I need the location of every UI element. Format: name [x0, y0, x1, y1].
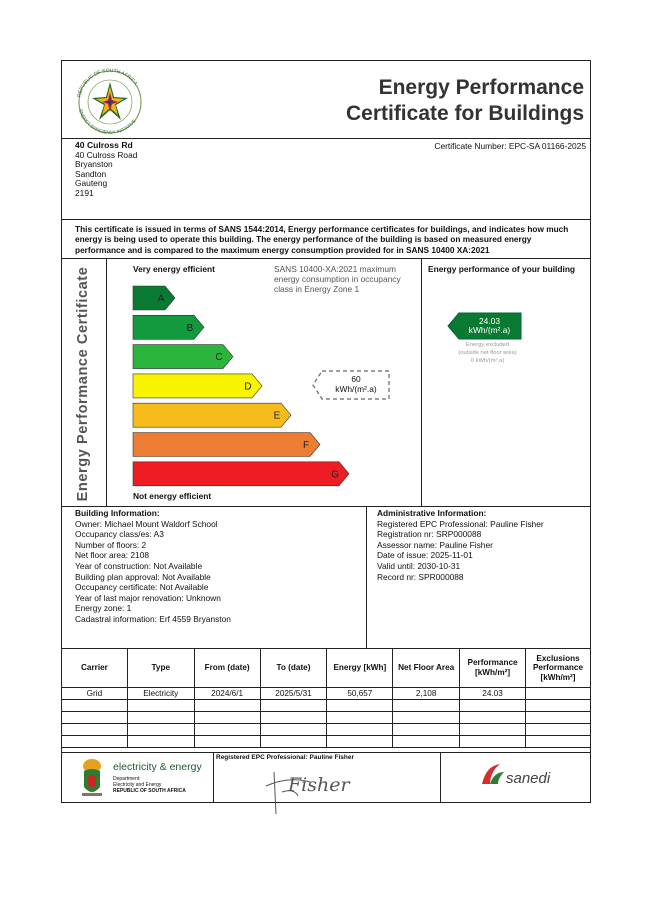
building-info-line: Owner: Michael Mount Waldorf School: [75, 518, 218, 529]
table-cell: [526, 736, 591, 748]
address-name: 40 Culross Rd: [75, 140, 133, 150]
table-cell: [393, 712, 460, 724]
building-performance-arrow: [447, 312, 522, 340]
table-cell: [393, 700, 460, 712]
column-header: Net Floor Area: [393, 649, 460, 688]
column-header: Carrier: [62, 649, 128, 688]
table-cell: [327, 724, 393, 736]
admin-info-line: Record nr: SPR000088: [377, 571, 464, 582]
sanedi-mark-icon: [478, 760, 506, 786]
column-header: From (date): [194, 649, 260, 688]
rating-band-letter: D: [244, 381, 252, 393]
reference-note: SANS 10400-XA:2021 maximum energy consumption in occupancy class in Energy Zone 1: [274, 264, 401, 294]
intro-text: This certificate is issued in terms of SANS 1544:2014, Energy performance certificates for buildings, and indicates how much energy is being used to operate this building. The energy performance of the building is based on measured energy performance and is compared to the maximum energy consumption provided for in SANS 10400 XA:2021: [75, 224, 569, 255]
building-performance-heading: Energy performance of your building: [428, 264, 576, 274]
rating-band-letter: F: [302, 440, 310, 451]
table-cell: [194, 700, 260, 712]
table-cell: [194, 724, 260, 736]
address-line: Sandton: [75, 168, 107, 179]
table-cell: [393, 736, 460, 748]
max-consumption-marker: [312, 370, 390, 400]
rating-band-d: [133, 374, 262, 398]
building-info-line: Net floor area: 2108: [75, 550, 150, 561]
building-info-line: Building plan approval: Not Available: [75, 571, 211, 582]
building-performance-value: 24.03: [479, 316, 500, 326]
table-cell: [526, 700, 591, 712]
administrative-information: [377, 508, 544, 582]
seal-logo: [68, 64, 152, 136]
address-line: 40 Culross Road: [75, 149, 138, 160]
table-cell: [260, 700, 327, 712]
excluded-line-2: (outside net floor area): [458, 350, 517, 356]
admin-info-line: Registration nr: SRP000088: [377, 529, 482, 540]
building-information: [75, 508, 231, 625]
rating-band-g: [133, 462, 349, 486]
vertical-label-text: Energy Performance Certificate: [75, 266, 91, 502]
table-cell: [62, 712, 128, 724]
table-cell: 2,108: [393, 688, 460, 700]
address-line: 2191: [75, 187, 94, 198]
very-efficient-label: Very energy efficient: [133, 264, 215, 274]
sanedi-text: sanedi: [506, 770, 551, 787]
table-cell: [460, 712, 526, 724]
column-header: To (date): [260, 649, 327, 688]
table-header-row: [62, 649, 591, 688]
column-header: Type: [127, 649, 194, 688]
rating-band-letter: G: [331, 469, 339, 481]
signature-caption: Registered EPC Professional: Pauline Fisher: [216, 754, 354, 761]
energy-excluded-note: [440, 341, 535, 365]
table-row: [62, 712, 591, 724]
energy-data-table: [61, 648, 591, 748]
table-cell: [526, 712, 591, 724]
admin-info-heading: Administrative Information:: [377, 508, 487, 518]
building-info-line: Energy zone: 1: [75, 603, 132, 614]
signature-text: Fisher: [288, 774, 350, 796]
rating-band-letter: E: [273, 410, 281, 422]
admin-info-line: Date of issue: 2025-11-01: [377, 550, 473, 561]
column-header: Energy [kWh]: [327, 649, 393, 688]
excluded-value: 0 kWh/(m².a): [470, 358, 505, 364]
coat-of-arms-icon: [78, 757, 106, 799]
building-info-line: Year of last major renovation: Unknown: [75, 592, 221, 603]
table-cell: [327, 700, 393, 712]
table-cell: [393, 724, 460, 736]
building-address: [75, 141, 137, 199]
table-row: [62, 688, 591, 700]
sanedi-logo: [478, 758, 568, 800]
table-row: [62, 736, 591, 748]
table-cell: [194, 712, 260, 724]
building-info-line: Occupancy class/es: A3: [75, 529, 164, 540]
department-logo: [78, 757, 210, 801]
table-cell: 50,657: [327, 688, 393, 700]
address-line: Gauteng: [75, 178, 108, 189]
table-cell: 2024/6/1: [194, 688, 260, 700]
table-cell: [260, 724, 327, 736]
table-cell: Grid: [62, 688, 128, 700]
certificate-number: Certificate Number: EPC-SA 01166-2025: [434, 141, 586, 151]
admin-info-line: Assessor name: Pauline Fisher: [377, 539, 493, 550]
table-cell: [327, 712, 393, 724]
table-row: [62, 700, 591, 712]
address-line: Bryanston: [75, 159, 113, 170]
table-cell: [127, 712, 194, 724]
table-cell: [260, 712, 327, 724]
department-line: Electricity and Energy: [113, 782, 162, 788]
building-info-line: Year of construction: Not Available: [75, 560, 203, 571]
table-cell: [460, 736, 526, 748]
title-line-1: Energy Performance: [378, 76, 584, 99]
signature: [258, 766, 368, 818]
not-efficient-label: Not energy efficient: [133, 491, 212, 501]
rating-band-b: [133, 315, 204, 339]
max-unit: kWh/(m².a): [335, 384, 377, 394]
vertical-label: [60, 268, 106, 500]
building-info-line: Cadastral information: Erf 4559 Bryanston: [75, 613, 231, 624]
department-logo-text: electricity & energy: [113, 761, 202, 773]
admin-info-line: Valid until: 2030-10-31: [377, 560, 461, 571]
table-row: [62, 724, 591, 736]
building-info-line: Occupancy certificate: Not Available: [75, 582, 209, 593]
document-title: [346, 75, 584, 127]
department-line: REPUBLIC OF SOUTH AFRICA: [113, 788, 186, 794]
rating-band-letter: C: [215, 352, 223, 364]
rating-band-f: [133, 433, 320, 457]
seal-ring-bottom-text: ENERGY EFFICIENCY INITIATIVE: [78, 108, 137, 136]
table-cell: [127, 724, 194, 736]
rating-band-e: [133, 403, 291, 427]
table-cell: [460, 724, 526, 736]
admin-info-line: Registered EPC Professional: Pauline Fisher: [377, 518, 544, 529]
table-cell: [62, 724, 128, 736]
title-line-2: Certificate for Buildings: [345, 102, 584, 125]
max-value: 60: [351, 374, 361, 384]
table-cell: [62, 700, 128, 712]
rating-band-letter: A: [157, 293, 165, 305]
table-cell: [194, 736, 260, 748]
rating-band-a: [133, 286, 175, 310]
column-header: Performance [kWh/m²]: [460, 649, 526, 688]
table-cell: 24.03: [460, 688, 526, 700]
table-cell: [327, 736, 393, 748]
table-cell: [127, 700, 194, 712]
table-cell: [260, 736, 327, 748]
table-cell: [526, 688, 591, 700]
table-cell: [526, 724, 591, 736]
table-cell: [460, 700, 526, 712]
table-cell: [62, 736, 128, 748]
building-info-heading: Building Information:: [75, 508, 160, 518]
seal-ring-top-text: REPUBLIC OF SOUTH AFRICA: [76, 67, 139, 98]
table-cell: [127, 736, 194, 748]
table-cell: Electricity: [127, 688, 194, 700]
column-header: Exclusions Performance [kWh/m²]: [526, 649, 591, 688]
building-performance-unit: kWh/(m².a): [468, 325, 511, 335]
table-cell: 2025/5/31: [260, 688, 327, 700]
rating-band-letter: B: [186, 322, 194, 334]
building-info-line: Number of floors: 2: [75, 539, 147, 550]
excluded-line-1: Energy excluded: [465, 342, 510, 348]
department-line: Department:: [113, 776, 141, 782]
